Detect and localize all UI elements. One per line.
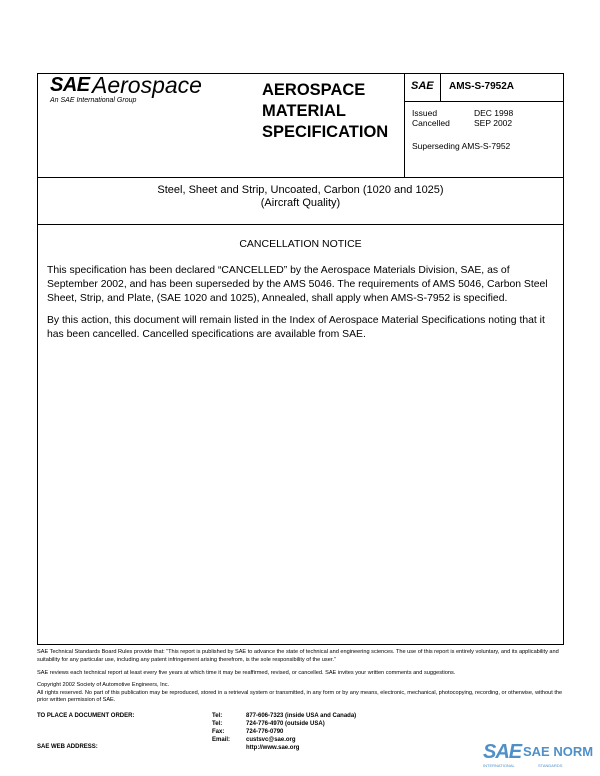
document-number: AMS-S-7952A: [449, 81, 515, 92]
header-divider: [38, 177, 563, 178]
footer-copyright: Copyright 2002 Society of Automotive Engineers, Inc.: [37, 682, 170, 688]
cancelled-value: SEP 2002: [474, 118, 513, 128]
cancelled-label: Cancelled: [412, 118, 450, 128]
tel1-label: Tel:: [212, 713, 223, 719]
contact-labels: [212, 712, 230, 744]
footer-review-text: SAE reviews each technical report at least every five years at which time it may be reaffirmed, revised, or cancelled. SAE invites your written comments and suggestions.: [37, 670, 456, 676]
web-address-label: SAE WEB ADDRESS:: [37, 744, 98, 750]
issued-value: DEC 1998: [474, 108, 514, 118]
norm-sae-mark: SAE: [483, 741, 522, 763]
notice-paragraph-2: By this action, this document will remain listed in the Index of Aerospace Material Specifications noting that it has been cancelled. Cancelled specifications are available from SAE.: [47, 315, 545, 340]
document-frame: [37, 73, 564, 645]
norm-title: SAE NORM: [523, 744, 594, 759]
issued-label: Issued: [412, 108, 438, 118]
tel2-label: Tel:: [212, 721, 223, 727]
subject-divider: [38, 224, 563, 225]
sae-mark-small: SAE: [411, 80, 434, 92]
notice-heading: CANCELLATION NOTICE: [239, 238, 362, 250]
web-address-link[interactable]: http://www.sae.org: [246, 745, 300, 751]
subject-line-2: (Aircraft Quality): [260, 197, 341, 209]
document-type-title: AEROSPACE MATERIAL SPECIFICATION: [262, 81, 389, 141]
logo-sae-text: SAE: [50, 74, 90, 96]
order-label: TO PLACE A DOCUMENT ORDER:: [37, 713, 135, 719]
logo-aerospace-text: Aerospace: [92, 72, 202, 98]
fax-label: Fax:: [212, 729, 225, 735]
footer-rights: All rights reserved. No part of this publication may be reproduced, stored in a retrieval system or transmitted, in any form or by any means, electronic, mechanical, photocopying, recording, or otherwise, without the prior written permission of SAE.: [37, 689, 563, 703]
document-subject: [37, 184, 564, 210]
tel2-value: 724-776-4970 (outside USA): [246, 721, 325, 727]
subject-line-1: Steel, Sheet and Strip, Uncoated, Carbon (1020 and 1025): [157, 184, 444, 196]
footer-rules-text: SAE Technical Standards Board Rules provide that: “This report is published by SAE to advance the state of technical and engineering sciences. The use of this report is entirely voluntary, and its applicability and suitability for any particular use, including any patent infringement arising therefrom, is the sole responsibility of the user.”: [37, 649, 559, 663]
docnum-box-bottom: [404, 101, 564, 102]
footer-copyright-block: [37, 682, 567, 705]
contact-values: [246, 712, 356, 752]
norm-subtitle-right: STANDARDS: [538, 763, 563, 768]
fax-value: 724-776-0790: [246, 729, 284, 735]
notice-paragraph-1: This specification has been declared “CANCELLED” by the Aerospace Materials Division, SAE, as of September 2002, and has been superseded by the AMS 5046. The requirements of AMS 5046, Carbon Steel Sheet, Strip, and Plate, (SAE 1020 and 1025), Annealed, shall apply when AMS-S-7952 is specified.: [47, 265, 548, 304]
tel1-value: 877-606-7323 (inside USA and Canada): [246, 713, 357, 719]
docnum-box-divider: [440, 73, 441, 101]
norm-subtitle-left: INTERNATIONAL: [483, 763, 515, 768]
superseding-note: Superseding AMS-S-7952: [412, 141, 511, 151]
email-label: Email:: [212, 737, 231, 743]
email-link[interactable]: custsvc@sae.org: [246, 737, 296, 743]
header-column-divider: [404, 73, 405, 177]
logo-subtitle: An SAE International Group: [50, 97, 137, 104]
